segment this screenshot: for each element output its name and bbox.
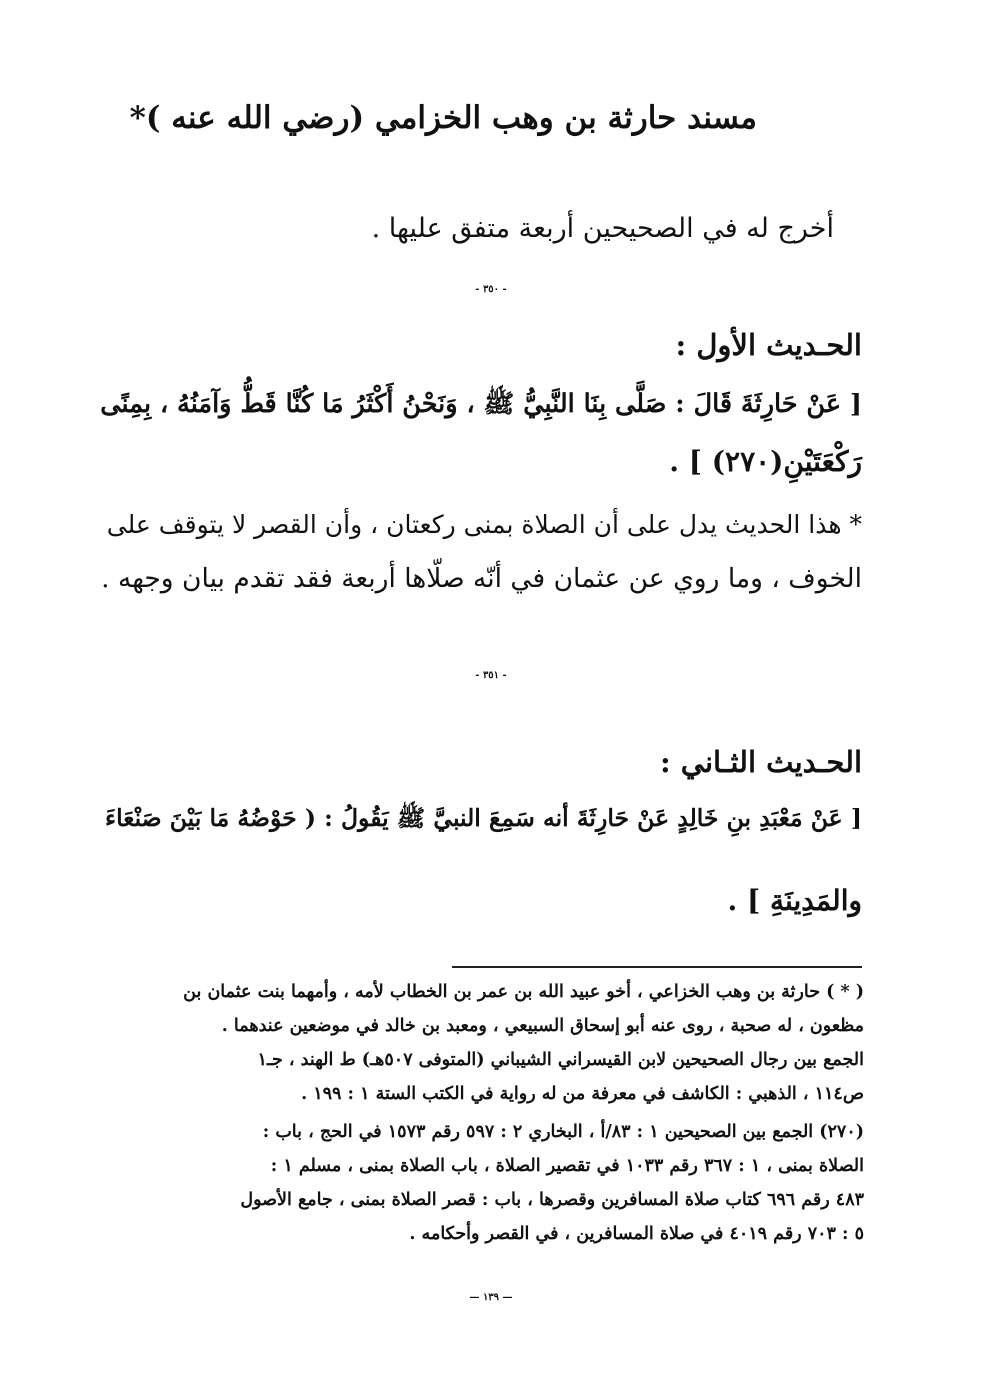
page-title: مسند حارثة بن وهب الخزامي (رضي الله عنه )* bbox=[129, 100, 757, 136]
section-heading-second-hadith: الحـديث الثـاني : bbox=[660, 745, 862, 779]
footnote-line-1: ( * ) حارثة بن وهب الخزاعي ، أخو عبيد الله بن عمر بن الخطاب لأمه ، وأمهما بنت عثمان بن bbox=[183, 982, 864, 1002]
hadith-351-text-line-2: والمَدِينَةِ ] . bbox=[727, 884, 862, 917]
commentary-line-2: الخوف ، وما روي عن عثمان في أنّه صلّاها أربعة فقد تقدم بيان وجهه . bbox=[101, 563, 862, 594]
hadith-number-351: - ٣٥١ - bbox=[475, 670, 507, 681]
footnote-line-7: ٤٨٣ رقم ٦٩٦ كتاب صلاة المسافرين وقصرها ، باب : قصر الصلاة بمنى ، جامع الأصول bbox=[240, 1190, 864, 1210]
footnote-line-6: الصلاة بمنى ، ١ : ٣٦٧ رقم ١٠٣٣ في تقصير الصلاة ، باب الصلاة بمنى ، مسلم ١ : bbox=[270, 1156, 864, 1176]
footnote-line-3: الجمع بين رجال الصحيحين لابن القيسراني الشيباني (المتوفى ٥٠٧هـ) ط الهند ، جـ١ bbox=[257, 1050, 864, 1070]
footnote-line-2: مظعون ، له صحبة ، روى عنه أبو إسحاق السبيعي ، ومعبد بن خالد في موضعين عندهما . bbox=[221, 1016, 864, 1036]
hadith-350-text-line-2: رَكْعَتَيْنِ(٢٧٠) ] . bbox=[669, 445, 862, 478]
intro-text: أخرج له في الصحيحين أربعة متفق عليها . bbox=[371, 213, 834, 244]
section-heading-first-hadith: الحـديث الأول : bbox=[675, 328, 862, 362]
hadith-351-text-line-1: [ عَنْ مَعْبَدِ بنِ خَالِدٍ عَنْ حَارِثَةَ أنه سَمِعَ النبيَّ ﷺ يَقُولُ : ( حَوْضُهُ مَا بَيْنَ صَنْعَاءَ bbox=[105, 804, 862, 832]
footnote-line-5: (٢٧٠) الجمع بين الصحيحين ١ : ٨٣/أ ، البخاري ٢ : ٥٩٧ رقم ١٥٧٣ في الحج ، باب : bbox=[262, 1122, 864, 1142]
page-number: — ١٣٩ — bbox=[469, 1292, 513, 1303]
hadith-number-350: - ٣٥٠ - bbox=[475, 284, 507, 295]
footnote-line-8: ٥ : ٧٠٣ رقم ٤٠١٩ في صلاة المسافرين ، في القصر وأحكامه . bbox=[409, 1224, 864, 1244]
commentary-line-1: * هذا الحديث يدل على أن الصلاة بمنى ركعتان ، وأن القصر لا يتوقف على bbox=[106, 510, 862, 539]
footnote-line-4: ص١١٤ ، الذهبي : الكاشف في معرفة من له رواية في الكتب الستة ١ : ١٩٩ . bbox=[301, 1084, 864, 1104]
hadith-350-text-line-1: [ عَنْ حَارِثَةَ قَالَ : صَلَّى بِنَا النَّبِيُّ ﷺ ، وَنَحْنُ أَكْثَرُ مَا كُنَّا قَطُّ وَآمَنُهُ ، بِمِنًى bbox=[100, 389, 862, 419]
footnote-divider bbox=[452, 966, 862, 968]
